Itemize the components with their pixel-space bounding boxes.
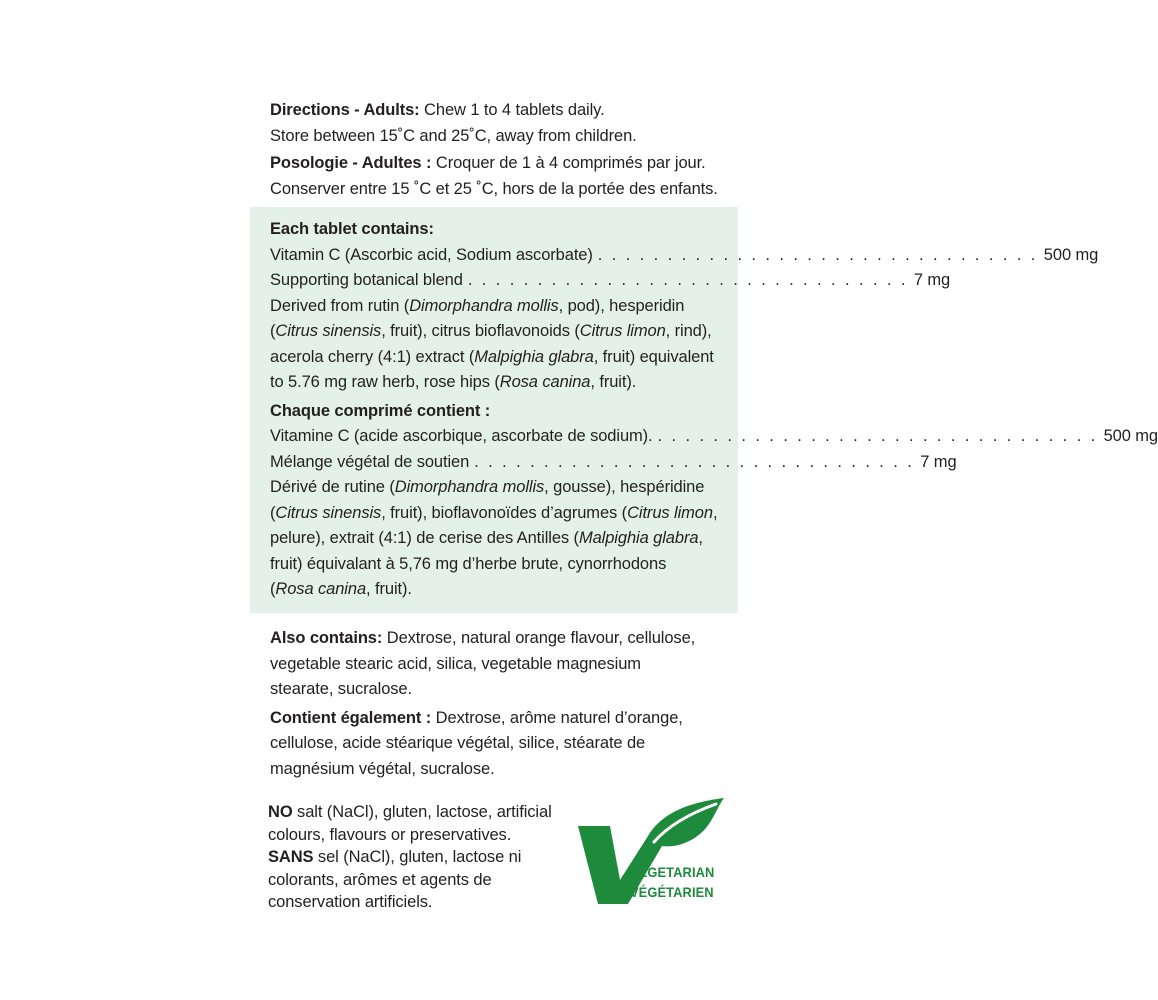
derived-from-fr: Dérivé de rutine (Dimorphandra mollis, gousse), hespéridine (Citrus sinensis, fruit), bioflavonoïdes d’agrumes (Citrus limon, pelure), extrait (4:1) de cerise des Antilles (Malpighia glabra, fruit) équivalant à 5,76 mg d’herbe brute, cynorrhodons (Rosa canina, fruit). [270, 478, 718, 598]
storage-fr: Conserver entre 15 ˚C et 25 ˚C, hors de la portée des enfants. [270, 179, 718, 198]
vegetarian-en: VEGETARIAN [630, 864, 715, 880]
ingredient-row [270, 450, 957, 476]
ingredient-amount: 7 mg [913, 271, 951, 289]
free-from-en: NO salt (NaCl), gluten, lactose, artificial colours, flavours or preservatives. [268, 803, 552, 844]
ingredient-name: Supporting botanical blend [270, 271, 463, 289]
directions-fr-heading: Posologie - Adultes : [270, 154, 432, 172]
medicinal-ingredients [270, 217, 1158, 603]
ingredient-name: Vitamin C (Ascorbic acid, Sodium ascorbate) [270, 245, 593, 264]
leader-dots: . . . . . . . . . . . . . . . . . . . . . . . . . . . . . . . . [657, 427, 1098, 445]
directions-section [270, 98, 750, 202]
derived-from-en: Derived from rutin (Dimorphandra mollis, pod), hesperidin (Citrus sinensis, fruit), citrus bioflavonoids (Citrus limon, rind), acerola cherry (4:1) extract (Malpighia glabra, fruit) equivalent to 5.76 mg raw herb, rose hips (Rosa canina, fruit). [270, 296, 714, 391]
also-contains-en-heading: Also contains: [270, 629, 383, 647]
leader-dots: . . . . . . . . . . . . . . . . . . . . . . . . . . . . . . . . [467, 271, 908, 289]
also-contains-en: Also contains: Dextrose, natural orange flavour, cellulose, vegetable stearic acid, silica, vegetable magnesium stearate, sucralose. [270, 629, 696, 698]
ingredients-fr-heading: Chaque comprimé contient : [270, 401, 491, 420]
storage-en: Store between 15˚C and 25˚C, away from children. [270, 126, 637, 145]
ingredients-en [270, 217, 1099, 396]
free-from-section [268, 801, 568, 914]
ingredient-amount: 500 mg [1043, 245, 1099, 264]
ingredient-amount: 500 mg [1103, 427, 1158, 445]
also-contains-fr-heading: Contient également : [270, 708, 432, 727]
free-from-fr-heading: SANS [268, 848, 314, 866]
leader-dots: . . . . . . . . . . . . . . . . . . . . . . . . . . . . . . . . [597, 245, 1038, 264]
ingredient-row [270, 243, 1099, 269]
directions-fr [270, 151, 750, 202]
ingredient-amount: 7 mg [920, 452, 957, 471]
ingredient-name: Mélange végétal de soutien [270, 452, 470, 471]
ingredient-row [270, 424, 1158, 450]
leader-dots: . . . . . . . . . . . . . . . . . . . . . . . . . . . . . . . . [474, 452, 915, 471]
free-from-fr: SANS sel (NaCl), gluten, lactose ni colorants, arômes et agents de conservation artificiels. [268, 848, 522, 911]
directions-fr-text: Croquer de 1 à 4 comprimés par jour. [431, 154, 706, 172]
ingredients-fr [270, 399, 1158, 603]
directions-en-text: Chew 1 to 4 tablets daily. [419, 101, 605, 119]
ingredients-en-heading: Each tablet contains: [270, 220, 434, 238]
non-medicinal-ingredients [270, 626, 750, 782]
vegetarian-fr: VÉGÉTARIEN [630, 884, 714, 900]
also-contains-fr: Contient également : Dextrose, arôme naturel d’orange, cellulose, acide stéarique végétal, silice, stéarate de magnésium végétal, sucralose. [270, 708, 683, 778]
vegetarian-badge-text [630, 862, 714, 902]
ingredient-row [270, 268, 951, 294]
directions-en [270, 98, 750, 149]
ingredient-name: Vitamine C (acide ascorbique, ascorbate de sodium). [270, 427, 653, 445]
directions-en-heading: Directions - Adults: [270, 101, 420, 119]
free-from-en-heading: NO [268, 803, 293, 821]
